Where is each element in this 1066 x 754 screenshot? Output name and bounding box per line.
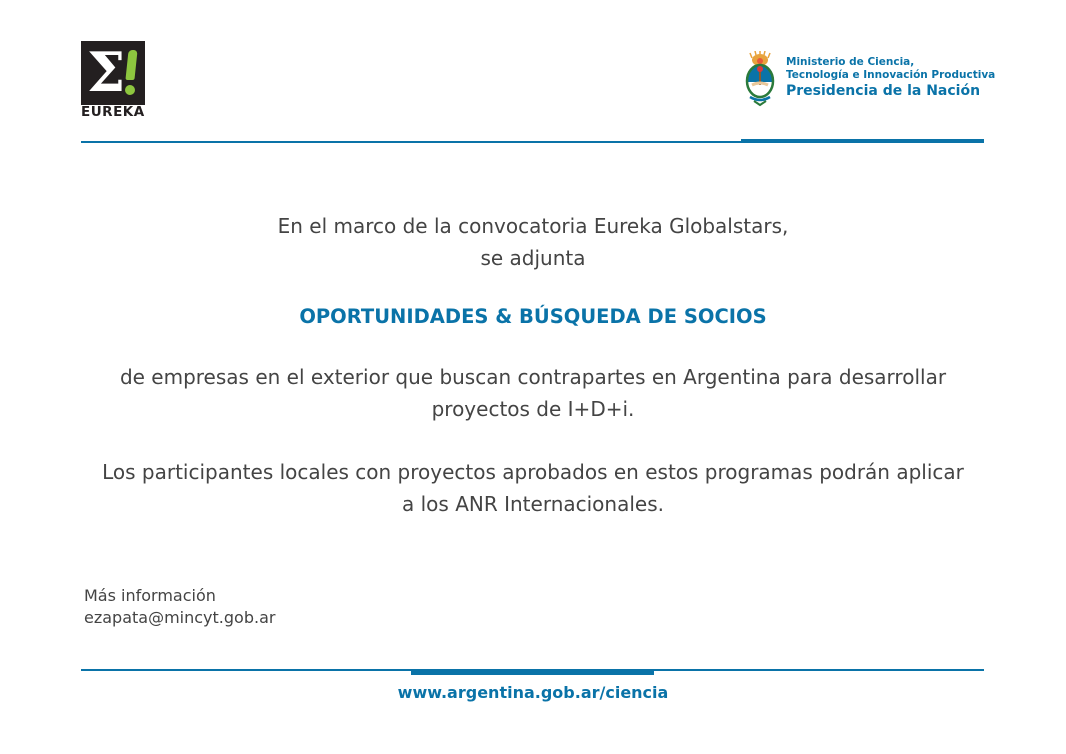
paragraph-1-line-2: proyectos de I+D+i. — [431, 397, 635, 421]
paragraph-2 — [0, 456, 1066, 520]
paragraph-2-line-1: Los participantes locales con proyectos aprobados en estos programas podrán aplicar — [102, 460, 964, 484]
footer-divider-accent — [411, 671, 654, 675]
intro-line-2: se adjunta — [480, 246, 586, 270]
paragraph-1 — [0, 361, 1066, 425]
eureka-sigma-glyph: Σ — [87, 40, 126, 104]
intro-text — [0, 210, 1066, 274]
contact-email-link[interactable]: ezapata@mincyt.gob.ar — [84, 608, 276, 627]
eureka-logo — [81, 41, 147, 121]
ministry-logo — [742, 51, 996, 107]
intro-line-1: En el marco de la convocatoria Eureka Globalstars, — [277, 214, 789, 238]
paragraph-1-line-1: de empresas en el exterior que buscan contrapartes en Argentina para desarrollar — [119, 365, 947, 389]
ministry-name-line1: Ministerio de Ciencia, — [786, 56, 915, 68]
ministry-presidency-line: Presidencia de la Nación — [786, 83, 981, 99]
ministry-name-line2: Tecnología e Innovación Productiva — [786, 69, 996, 81]
eureka-exclamation-dot — [125, 85, 135, 95]
contact-label: Más información — [84, 586, 216, 605]
eureka-wordmark: EUREKA — [81, 104, 145, 120]
paragraph-2-line-2: a los ANR Internacionales. — [402, 492, 664, 516]
argentina-coat-of-arms-icon — [742, 51, 778, 107]
eureka-sigma-logo-icon — [81, 41, 145, 105]
header-divider-accent — [741, 139, 984, 143]
eureka-exclamation-bar — [125, 50, 137, 80]
contact-block — [84, 585, 275, 629]
footer-url-link[interactable]: www.argentina.gob.ar/ciencia — [397, 683, 669, 702]
page-heading: OPORTUNIDADES & BÚSQUEDA DE SOCIOS — [299, 305, 767, 328]
